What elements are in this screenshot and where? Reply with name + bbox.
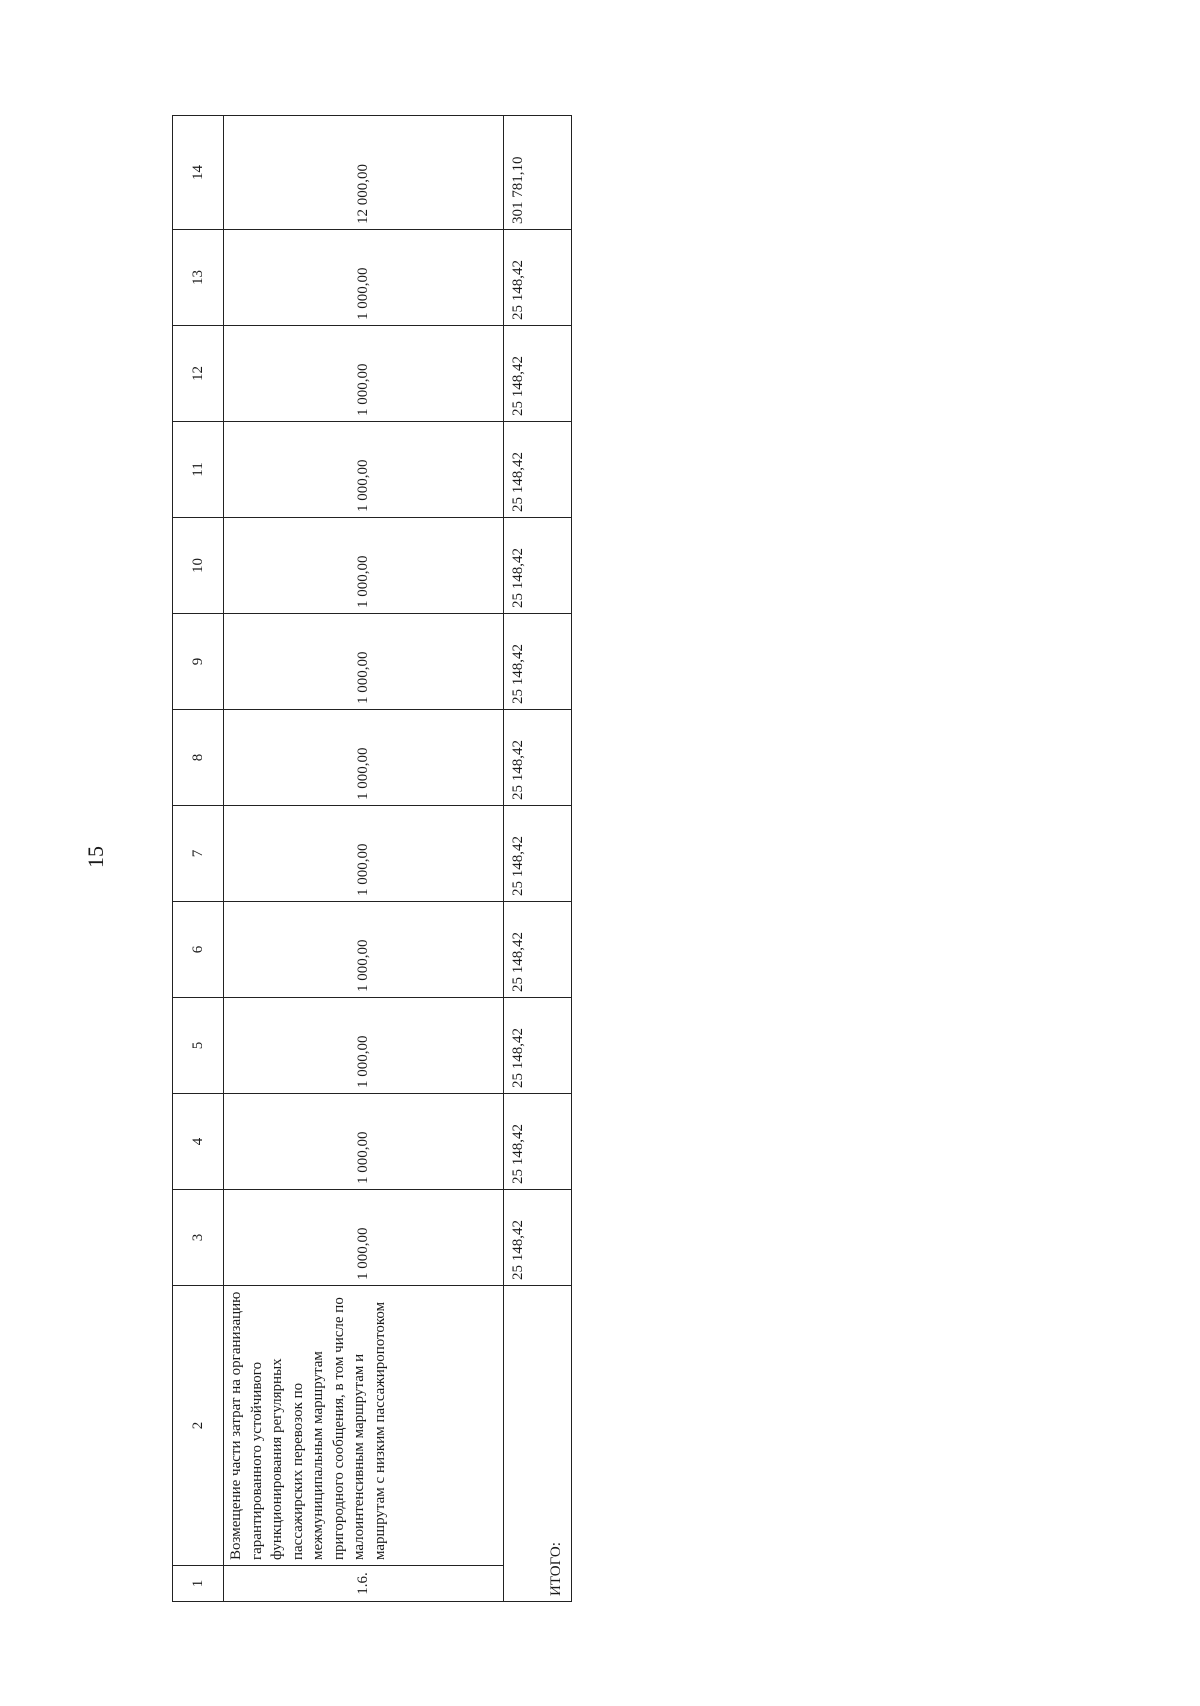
total-value-cell: 301 781,10	[504, 116, 572, 230]
column-header: 8	[173, 710, 224, 806]
page-number	[83, 836, 109, 878]
column-header: 1	[173, 1566, 224, 1602]
column-header: 5	[173, 998, 224, 1094]
column-header: 11	[173, 422, 224, 518]
total-value-cell: 25 148,42	[504, 1094, 572, 1190]
total-value-cell: 25 148,42	[504, 326, 572, 422]
budget-table	[172, 115, 572, 1602]
total-value-cell: 25 148,42	[504, 806, 572, 902]
value-cell: 1 000,00	[224, 902, 504, 998]
column-header: 12	[173, 326, 224, 422]
total-label: ИТОГО:	[504, 1286, 572, 1602]
value-cell: 1 000,00	[224, 230, 504, 326]
value-cell: 1 000,00	[224, 1190, 504, 1286]
value-cell: 1 000,00	[224, 326, 504, 422]
total-value-cell: 25 148,42	[504, 998, 572, 1094]
column-header: 3	[173, 1190, 224, 1286]
total-value-cell: 25 148,42	[504, 710, 572, 806]
row-description: Возмещение части затрат на организацию гарантированного устойчивого функционирования регулярных пассажирских перевозок по межмуниципальным маршрутам пригородного сообщения, в том числе по малоинтенсивным маршрутам и маршрутам с низким пассажиропотоком	[224, 1286, 504, 1566]
value-cell: 1 000,00	[224, 518, 504, 614]
column-header: 9	[173, 614, 224, 710]
column-header: 7	[173, 806, 224, 902]
column-header: 6	[173, 902, 224, 998]
header-row	[173, 116, 224, 1602]
value-cell: 1 000,00	[224, 1094, 504, 1190]
table-row	[224, 116, 504, 1602]
total-value-cell: 25 148,42	[504, 1190, 572, 1286]
value-cell: 1 000,00	[224, 422, 504, 518]
value-cell: 12 000,00	[224, 116, 504, 230]
column-header: 4	[173, 1094, 224, 1190]
column-header: 14	[173, 116, 224, 230]
total-value-cell: 25 148,42	[504, 518, 572, 614]
total-value-cell: 25 148,42	[504, 902, 572, 998]
total-value-cell: 25 148,42	[504, 230, 572, 326]
total-row	[504, 116, 572, 1602]
page-number-text: 15	[83, 846, 108, 868]
value-cell: 1 000,00	[224, 998, 504, 1094]
column-header: 13	[173, 230, 224, 326]
total-value-cell: 25 148,42	[504, 422, 572, 518]
column-header: 2	[173, 1286, 224, 1566]
row-number: 1.6.	[224, 1566, 504, 1602]
budget-table-container	[172, 116, 564, 1602]
value-cell: 1 000,00	[224, 614, 504, 710]
column-header: 10	[173, 518, 224, 614]
value-cell: 1 000,00	[224, 710, 504, 806]
total-value-cell: 25 148,42	[504, 614, 572, 710]
value-cell: 1 000,00	[224, 806, 504, 902]
